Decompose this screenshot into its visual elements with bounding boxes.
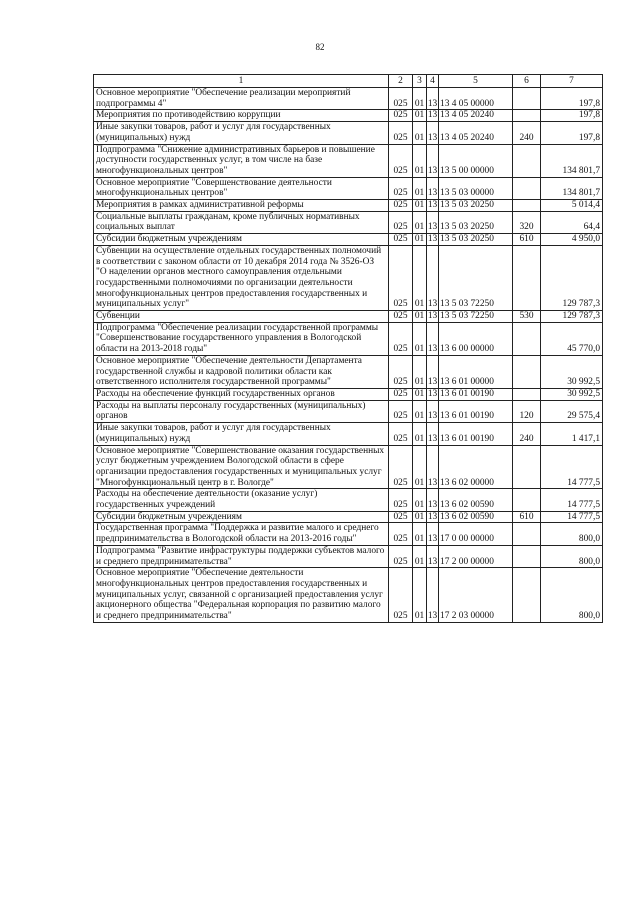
row-sum-cell: 800,0 [541,545,603,567]
row-ved-cell: 025 [389,423,413,445]
row-rz-cell: 01 [413,110,427,122]
row-vr-cell: 610 [513,234,541,246]
table-row [94,388,603,400]
row-rz-cell: 01 [413,245,427,310]
row-rz-cell: 01 [413,234,427,246]
row-pr-cell: 13 [427,311,438,322]
row-csr-cell: 17 2 00 00000 [439,545,513,567]
page-number: 82 [315,42,325,52]
row-ved-cell: 025 [389,400,413,422]
row-vr-cell [513,355,541,388]
row-sum-cell: 134 801,7 [541,144,603,177]
row-vr-cell [513,144,541,177]
row-sum-cell: 45 770,0 [541,322,603,355]
row-rz-cell: 01 [413,177,427,199]
row-rz-cell: 01 [413,322,427,355]
row-ved-cell: 025 [389,523,413,545]
row-name-cell: Основное мероприятие "Обеспечение реализации мероприятий подпрограммы 4" [94,88,389,110]
row-pr-cell: 13 [427,200,438,211]
row-csr-cell: 17 0 00 00000 [439,523,513,545]
row-sum-cell: 197,8 [541,88,603,110]
row-vr-cell [513,445,541,489]
table-row [94,234,603,246]
row-sum-cell: 197,8 [541,122,603,144]
row-name-cell: Расходы на обеспечение функций государственных органов [94,388,389,400]
table-row [94,445,603,489]
row-name-cell: Государственная программа "Поддержка и развитие малого и среднего предпринимательства в Вологодской области на 2013-2016 годы" [94,523,389,545]
row-vr-cell: 240 [513,423,541,445]
row-pr-cell: 13 [427,400,439,422]
table-row [94,322,603,355]
row-rz-cell: 01 [413,144,427,177]
row-csr-cell: 13 5 03 20250 [439,200,513,212]
row-rz-cell: 01 [413,355,427,388]
row-name-cell: Основное мероприятие "Обеспечение деятельности Департамента государственной службы и кадровой политики области как ответственного исполнителя государственной программы" [94,355,389,388]
row-name-cell: Иные закупки товаров, работ и услуг для государственных (муниципальных) нужд [94,423,389,445]
table-row [94,200,603,212]
header-cell: 7 [541,75,603,88]
row-sum-cell: 4 950,0 [541,234,603,246]
row-ved-cell: 025 [389,489,413,511]
row-vr-cell [513,489,541,511]
table-row [94,122,603,144]
row-name-cell: Субвенции на осуществление отдельных государственных полномочий в соответствии с законом области от 10 декабря 2014 года № 3526-ОЗ "О наделении органов местного самоуправления отдельными государственными полномочиями по организации деятельности многофункциональных центров предоставления государственных и муниципальных услуг" [94,245,389,310]
row-sum-cell: 14 777,5 [541,489,603,511]
row-sum-cell: 30 992,5 [541,388,603,400]
row-csr-cell: 17 2 03 00000 [439,568,513,623]
row-sum-cell: 14 777,5 [541,445,603,489]
row-sum-cell: 129 787,3 [541,311,603,323]
row-rz-cell: 01 [413,122,427,144]
row-vr-cell [513,200,541,212]
row-pr-cell: 13 [427,211,439,233]
row-pr-cell: 13 [427,355,439,388]
row-rz-cell: 01 [413,388,427,400]
row-rz-cell: 01 [413,200,427,212]
row-pr-cell: 13 [427,245,439,310]
row-ved-cell: 025 [389,511,413,523]
row-sum-cell: 5 014,4 [541,200,603,212]
table-row [94,489,603,511]
row-pr-cell: 13 [427,423,439,445]
row-pr-cell: 13 [427,234,438,245]
row-sum-cell: 197,8 [541,110,603,122]
row-csr-cell: 13 6 01 00190 [439,423,513,445]
row-sum-cell: 30 992,5 [541,355,603,388]
table-body [94,75,603,623]
row-sum-cell: 64,4 [541,211,603,233]
row-rz-cell: 01 [413,400,427,422]
row-vr-cell [513,388,541,400]
row-csr-cell: 13 4 05 20240 [439,122,513,144]
table-row [94,523,603,545]
row-sum-cell: 29 575,4 [541,400,603,422]
row-vr-cell: 120 [513,400,541,422]
row-sum-cell: 800,0 [541,568,603,623]
row-csr-cell: 13 5 03 20250 [439,211,513,233]
row-ved-cell: 025 [389,211,413,233]
row-csr-cell: 13 5 03 72250 [439,311,513,323]
row-vr-cell [513,523,541,545]
row-vr-cell [513,110,541,122]
header-cell: 5 [439,75,513,88]
header-cell: 6 [513,75,541,88]
row-rz-cell: 01 [413,423,427,445]
row-vr-cell: 240 [513,122,541,144]
row-pr-cell: 13 [427,445,439,489]
table-row [94,88,603,110]
row-name-cell: Подпрограмма "Обеспечение реализации государственной программы "Совершенствование государственного управления в Вологодской области на 2013-2018 годы" [94,322,389,355]
row-ved-cell: 025 [389,144,413,177]
row-pr-cell: 13 [427,523,439,545]
row-csr-cell: 13 6 01 00000 [439,355,513,388]
header-cell: 3 [413,75,427,88]
row-pr-cell: 13 [427,177,439,199]
header-cell: 2 [389,75,413,88]
table-row [94,211,603,233]
row-name-cell: Иные закупки товаров, работ и услуг для государственных (муниципальных) нужд [94,122,389,144]
row-rz-cell: 01 [413,211,427,233]
row-name-cell: Подпрограмма "Развитие инфраструктуры поддержки субъектов малого и среднего предпринимательства" [94,545,389,567]
row-rz-cell: 01 [413,523,427,545]
row-ved-cell: 025 [389,311,413,323]
row-csr-cell: 13 5 00 00000 [439,144,513,177]
row-name-cell: Мероприятия по противодействию коррупции [94,110,389,122]
row-vr-cell: 320 [513,211,541,233]
row-name-cell: Социальные выплаты гражданам, кроме публичных нормативных социальных выплат [94,211,389,233]
row-vr-cell: 530 [513,311,541,323]
table-row [94,400,603,422]
row-pr-cell: 13 [427,489,439,511]
table-row [94,568,603,623]
row-name-cell: Субсидии бюджетным учреждениям [94,511,389,523]
row-ved-cell: 025 [389,545,413,567]
budget-table [93,74,603,623]
row-name-cell: Субвенции [94,311,389,323]
row-name-cell: Расходы на обеспечение деятельности (оказание услуг) государственных учреждений [94,489,389,511]
table-row [94,423,603,445]
row-vr-cell [513,177,541,199]
row-ved-cell: 025 [389,110,413,122]
row-pr-cell: 13 [427,322,439,355]
row-rz-cell: 01 [413,568,427,623]
row-vr-cell: 610 [513,511,541,523]
row-ved-cell: 025 [389,122,413,144]
row-pr-cell: 13 [427,511,438,522]
header-cell: 4 [427,75,439,88]
row-ved-cell: 025 [389,322,413,355]
row-rz-cell: 01 [413,489,427,511]
row-sum-cell: 134 801,7 [541,177,603,199]
row-sum-cell: 14 777,5 [541,511,603,523]
row-pr-cell: 13 [427,122,439,144]
row-csr-cell: 13 6 01 00190 [439,388,513,400]
row-vr-cell [513,545,541,567]
table-row [94,511,603,523]
table-row [94,545,603,567]
table-row [94,177,603,199]
row-ved-cell: 025 [389,200,413,212]
row-ved-cell: 025 [389,234,413,246]
row-vr-cell [513,322,541,355]
table-row [94,245,603,310]
row-csr-cell: 13 4 05 00000 [439,88,513,110]
table-header-row [94,75,603,88]
table-row [94,311,603,323]
row-name-cell: Мероприятия в рамках административной реформы [94,200,389,212]
row-ved-cell: 025 [389,445,413,489]
row-rz-cell: 01 [413,88,427,110]
row-ved-cell: 025 [389,568,413,623]
row-name-cell: Субсидии бюджетным учреждениям [94,234,389,246]
header-cell: 1 [94,75,389,88]
row-ved-cell: 025 [389,177,413,199]
table-row [94,144,603,177]
row-sum-cell: 129 787,3 [541,245,603,310]
row-pr-cell: 13 [427,388,438,399]
row-vr-cell [513,88,541,110]
row-csr-cell: 13 6 02 00590 [439,511,513,523]
row-name-cell: Основное мероприятие "Обеспечение деятельности многофункциональных центров предоставления государственных и муниципальных услуг, связанной с организацией предоставления услуг акционерного общества "Федеральная корпорация по развитию малого и среднего предпринимательства" [94,568,389,623]
row-sum-cell: 800,0 [541,523,603,545]
row-pr-cell: 13 [427,545,439,567]
row-rz-cell: 01 [413,311,427,323]
row-name-cell: Расходы на выплаты персоналу государственных (муниципальных) органов [94,400,389,422]
row-pr-cell: 13 [427,144,439,177]
row-name-cell: Подпрограмма "Снижение административных барьеров и повышение доступности государственных услуг, в том числе на базе многофункциональных центров" [94,144,389,177]
row-ved-cell: 025 [389,388,413,400]
row-csr-cell: 13 6 01 00190 [439,400,513,422]
row-ved-cell: 025 [389,355,413,388]
row-csr-cell: 13 6 00 00000 [439,322,513,355]
row-name-cell: Основное мероприятие "Совершенствование оказания государственных услуг бюджетным учреждением Вологодской области в сфере организации предоставления государственных и муниципальных услуг "Многофункциональный центр в г. Вологде" [94,445,389,489]
row-name-cell: Основное мероприятие "Совершенствование деятельности многофункциональных центров" [94,177,389,199]
table-row [94,355,603,388]
row-csr-cell: 13 4 05 20240 [439,110,513,122]
row-csr-cell: 13 6 02 00000 [439,445,513,489]
row-rz-cell: 01 [413,511,427,523]
row-vr-cell [513,568,541,623]
row-rz-cell: 01 [413,445,427,489]
row-ved-cell: 025 [389,245,413,310]
row-pr-cell: 13 [427,110,438,121]
row-vr-cell [513,245,541,310]
row-ved-cell: 025 [389,88,413,110]
row-pr-cell: 13 [427,88,439,110]
row-csr-cell: 13 5 03 20250 [439,234,513,246]
row-csr-cell: 13 6 02 00590 [439,489,513,511]
row-csr-cell: 13 5 03 00000 [439,177,513,199]
row-pr-cell: 13 [427,568,439,623]
row-sum-cell: 1 417,1 [541,423,603,445]
row-rz-cell: 01 [413,545,427,567]
row-csr-cell: 13 5 03 72250 [439,245,513,310]
table-row [94,110,603,122]
